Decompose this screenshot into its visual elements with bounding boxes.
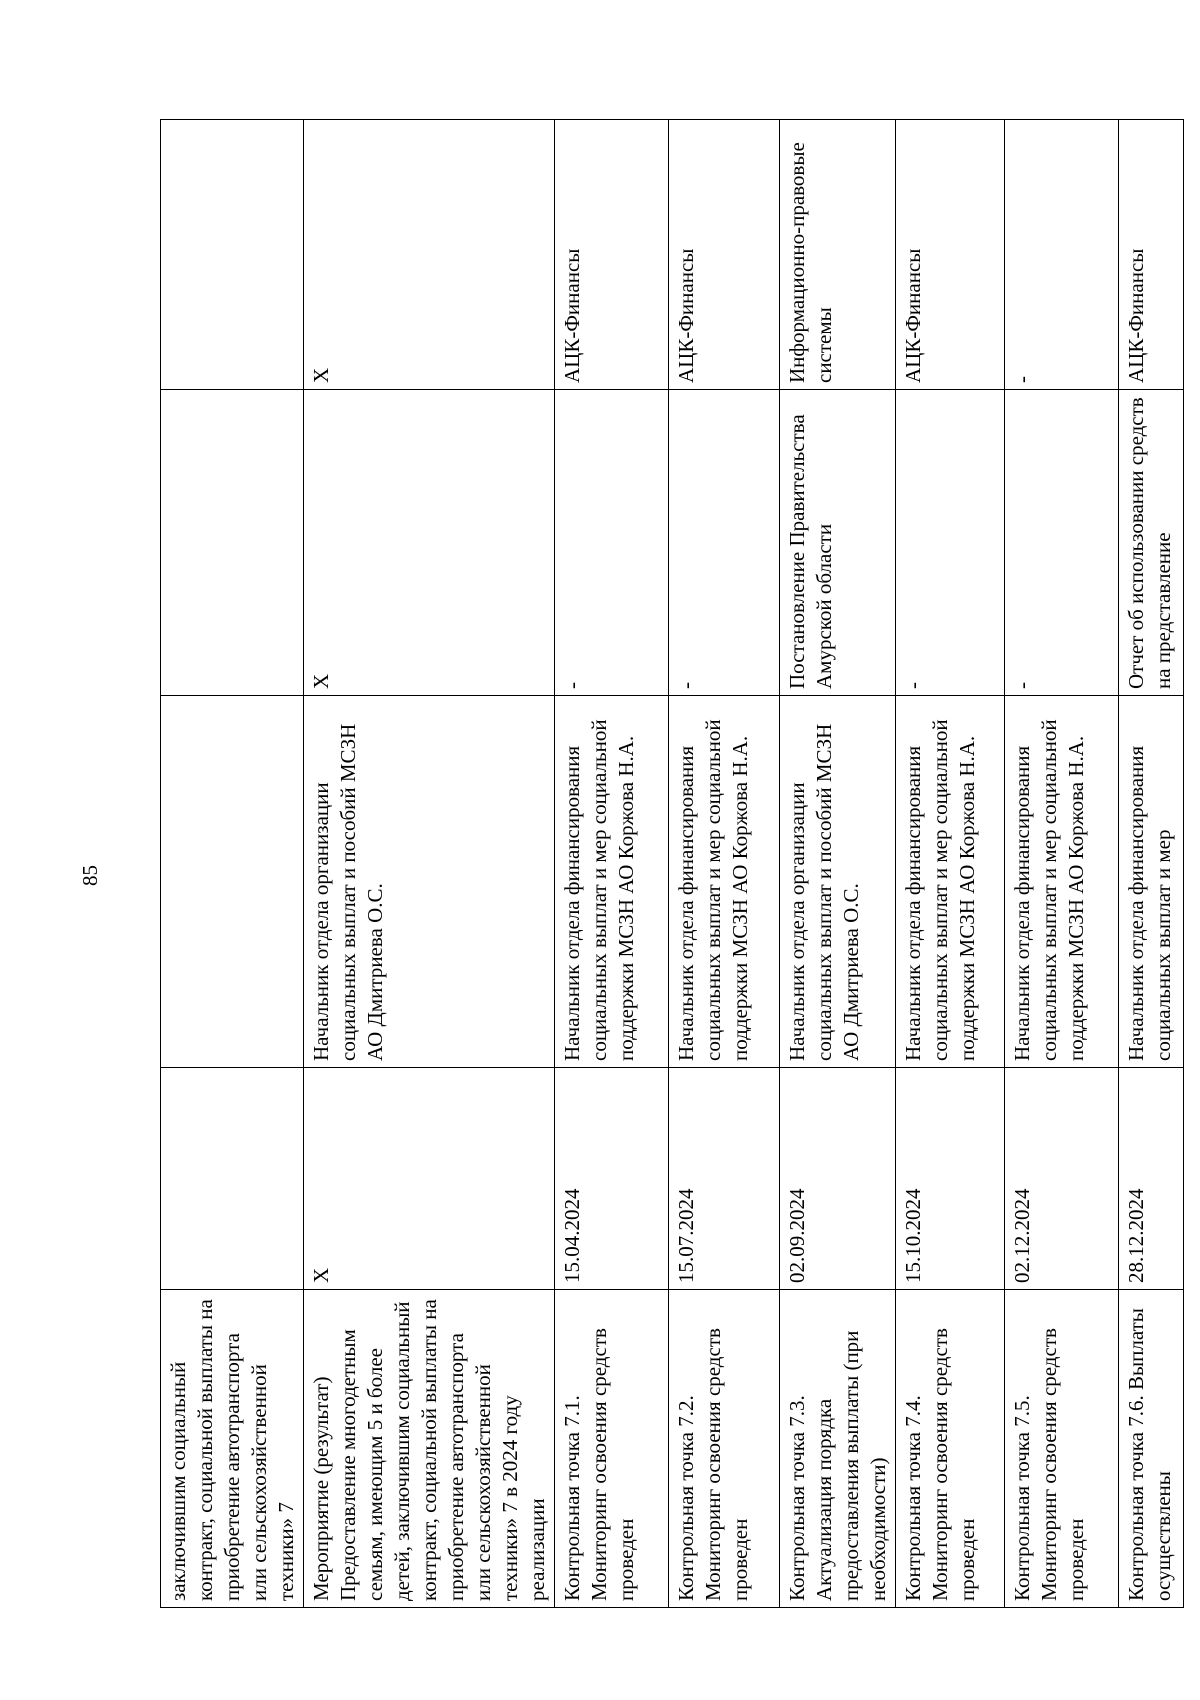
table-cell: - — [1005, 120, 1119, 390]
table-cell: Контрольная точка 7.5. Мониторинг освоения средств проведен — [1005, 1290, 1119, 1608]
table-row — [161, 120, 304, 1608]
table-cell: Начальник отдела финансирования социальных выплат и мер социальной поддержки МСЗН АО Коржова Н.А. — [896, 696, 1005, 1068]
table-cell: Контрольная точка 7.3. Актуализация порядка предоставления выплаты (при необходимости) — [780, 1290, 896, 1608]
table-cell: X — [304, 1068, 555, 1290]
table-cell: Контрольная точка 7.4. Мониторинг освоения средств проведен — [896, 1290, 1005, 1608]
table-row — [780, 120, 896, 1608]
table-row — [555, 120, 669, 1608]
measures-table — [160, 119, 1184, 1608]
table-cell: 02.09.2024 — [780, 1068, 896, 1290]
table-cell: Начальник отдела финансирования социальных выплат и мер — [1119, 696, 1184, 1068]
table-cell: 02.12.2024 — [1005, 1068, 1119, 1290]
table-cell: 28.12.2024 — [1119, 1068, 1184, 1290]
table-cell: заключившим социальный контракт, социальной выплаты на приобретение автотранспорта или сельскохозяйственной техники» 7 — [161, 1290, 304, 1608]
table-cell: 15.07.2024 — [669, 1068, 780, 1290]
table-cell: АЦК-Финансы — [555, 120, 669, 390]
table-cell: Начальник отдела финансирования социальных выплат и мер социальной поддержки МСЗН АО Коржова Н.А. — [669, 696, 780, 1068]
page-number: 85 — [78, 865, 102, 886]
table-cell: - — [896, 390, 1005, 696]
table-cell: - — [555, 390, 669, 696]
table-cell: Начальник отдела финансирования социальных выплат и мер социальной поддержки МСЗН АО Коржова Н.А. — [555, 696, 669, 1068]
table-cell: Мероприятие (результат) Предоставление многодетным семьям, имеющим 5 и более детей, заключившим социальный контракт, социальной выплаты на приобретение автотранспорта или сельскохозяйственной техники» 7 в 2024 году реализации — [304, 1290, 555, 1608]
table-cell: X — [304, 390, 555, 696]
table-cell: Информационно-правовые системы — [780, 120, 896, 390]
table-cell: Контрольная точка 7.2. Мониторинг освоения средств проведен — [669, 1290, 780, 1608]
table-cell: 15.10.2024 — [896, 1068, 1005, 1290]
table-row — [1119, 120, 1184, 1608]
table-cell: Начальник отдела финансирования социальных выплат и мер социальной поддержки МСЗН АО Коржова Н.А. — [1005, 696, 1119, 1068]
table-cell: АЦК-Финансы — [669, 120, 780, 390]
table-row — [304, 120, 555, 1608]
table-cell: - — [1005, 390, 1119, 696]
table-cell — [161, 1068, 304, 1290]
table-row — [669, 120, 780, 1608]
table-cell: АЦК-Финансы — [896, 120, 1005, 390]
table-cell: - — [669, 390, 780, 696]
table-cell: Контрольная точка 7.6. Выплаты осуществлены — [1119, 1290, 1184, 1608]
table-cell: Начальник отдела организации социальных выплат и пособий МСЗН АО Дмитриева О.С. — [304, 696, 555, 1068]
table-cell: Начальник отдела организации социальных выплат и пособий МСЗН АО Дмитриева О.С. — [780, 696, 896, 1068]
table-cell: Контрольная точка 7.1. Мониторинг освоения средств проведен — [555, 1290, 669, 1608]
table-cell — [161, 696, 304, 1068]
table-cell: Постановление Правительства Амурской области — [780, 390, 896, 696]
rotated-table-container — [160, 120, 1175, 1608]
table-row — [1005, 120, 1119, 1608]
table-cell: Отчет об использовании средств на представление — [1119, 390, 1184, 696]
table-cell — [161, 120, 304, 390]
table-cell: АЦК-Финансы — [1119, 120, 1184, 390]
table-cell — [161, 390, 304, 696]
table-cell: X — [304, 120, 555, 390]
table-cell: 15.04.2024 — [555, 1068, 669, 1290]
table-row — [896, 120, 1005, 1608]
